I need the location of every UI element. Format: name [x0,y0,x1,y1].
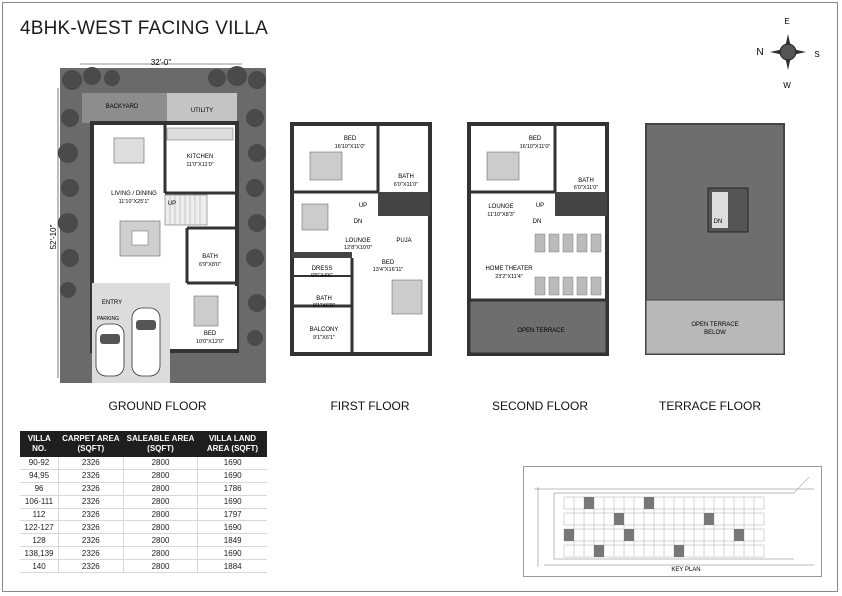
ff-bath1: BATH [398,174,414,180]
cell: 2326 [59,560,124,573]
sf-lounge-size: 11'10"X8'3" [487,212,515,218]
col-villa-no: VILLA NO. [20,431,59,457]
cell: 1797 [198,508,267,521]
cell: 2800 [123,560,198,573]
sf-lounge: LOUNGE [488,204,514,210]
cell: 90-92 [20,457,59,469]
ff-bed1: BED [343,136,357,142]
gf-bed: BED [203,331,217,337]
ff-dn: DN [353,219,363,225]
ff-bed1-size: 16'10"X11'0" [334,144,366,150]
cell: 1690 [198,547,267,560]
table-row [20,495,267,508]
cell: 1884 [198,560,267,573]
gf-backyard: BACKYARD [105,104,139,110]
ff-bath2-size: 9'1"X6'0" [313,303,335,309]
gf-bed-size: 10'0"X12'0" [195,339,225,345]
sf-dn: DN [532,219,542,225]
villa-area-table [20,431,267,573]
tf-dn: DN [713,219,723,225]
sf-theater: HOME THEATER [485,266,533,272]
table-row [20,469,267,482]
cell: 2326 [59,457,124,469]
ff-bed2: BED [381,260,395,266]
ground-depth-dim: 52'-10" [49,224,58,250]
cell: 2800 [123,534,198,547]
cell: 1690 [198,457,267,469]
cell: 2326 [59,469,124,482]
cell: 2800 [123,482,198,495]
second-floor-plan [465,120,613,360]
key-plan [523,466,822,577]
cell: 2326 [59,508,124,521]
ground-floor-plan [49,58,272,388]
sf-bed-size: 16'10"X11'0" [519,144,551,150]
first-floor-plan [288,120,436,360]
col-land-area: VILLA LAND AREA (SQFT) [198,431,267,457]
key-plan-label: KEY PLAN [671,567,701,573]
key-plan-map [524,467,821,576]
sf-theater-size: 23'2"X11'4" [495,274,523,280]
gf-kitchen: KITCHEN [186,154,214,160]
terrace-floor-plan [642,120,790,360]
cell: 106-111 [20,495,59,508]
table-row [20,560,267,573]
table-row [20,534,267,547]
cell: 2326 [59,482,124,495]
tf-below: BELOW [704,330,726,336]
table-header-row [20,431,267,457]
gf-living: LIVING / DINING [111,191,157,197]
cell: 1690 [198,521,267,534]
ff-up: UP [358,203,368,209]
terrace-floor-label: TERRACE FLOOR [658,399,761,413]
ff-balcony-size: 9'1"X6'1" [313,335,335,341]
cell: 94,95 [20,469,59,482]
sf-bath-size: 6'0"X11'0" [573,185,599,191]
page-title: 4BHK-WEST FACING VILLA [20,18,268,39]
ff-dress-size: 9'5"X4'6" [311,273,333,279]
cell: 1849 [198,534,267,547]
cell: 2800 [123,469,198,482]
ground-width-dim: 32'-0" [150,58,172,67]
cell: 1786 [198,482,267,495]
cell: 1690 [198,495,267,508]
compass-s: S [814,50,820,59]
col-carpet-area: CARPET AREA (SQFT) [59,431,124,457]
table-row [20,482,267,495]
cell: 2800 [123,457,198,469]
cell: 2800 [123,547,198,560]
gf-bath: BATH [202,254,218,260]
gf-kitchen-size: 11'0"X11'0" [186,162,214,168]
second-floor-label: SECOND FLOOR [491,399,588,413]
cell: 2326 [59,495,124,508]
sf-bath: BATH [578,178,594,184]
first-floor-label: FIRST FLOOR [330,399,410,413]
gf-entry: ENTRY [101,300,123,306]
sf-bed: BED [528,136,542,142]
ff-bed2-size: 13'4"X16'11" [372,267,404,273]
gf-utility: UTILITY [190,108,214,114]
gf-parking: PARKING [96,316,120,322]
cell: 140 [20,560,59,573]
ground-floor-label: GROUND FLOOR [108,399,207,413]
compass-icon [750,14,820,94]
gf-bath-size: 6'9"X8'0" [199,262,221,268]
sf-terrace: OPEN TERRACE [517,328,565,334]
cell: 2800 [123,521,198,534]
ff-lounge: LOUNGE [345,238,371,244]
table-row [20,521,267,534]
compass-w: W [783,81,791,90]
table-row [20,457,267,469]
cell: 2326 [59,534,124,547]
ff-lounge-size: 12'8"X10'0" [343,245,373,251]
cell: 128 [20,534,59,547]
ff-puja: PUJA [396,238,412,244]
cell: 96 [20,482,59,495]
cell: 2800 [123,495,198,508]
ff-balcony: BALCONY [309,327,339,333]
cell: 138,139 [20,547,59,560]
cell: 2326 [59,547,124,560]
ff-bath1-size: 6'0"X11'0" [393,182,419,188]
sf-up: UP [535,203,545,209]
cell: 122-127 [20,521,59,534]
cell: 2800 [123,508,198,521]
cell: 1690 [198,469,267,482]
table-row [20,508,267,521]
cell: 2326 [59,521,124,534]
ff-dress: DRESS [311,266,333,272]
cell: 112 [20,508,59,521]
col-saleable-area: SALEABLE AREA (SQFT) [123,431,198,457]
gf-up: UP [167,201,177,207]
ff-bath2: BATH [316,296,332,302]
tf-terrace: OPEN TERRACE [691,322,739,328]
gf-living-size: 11'10"X25'1" [118,199,150,205]
compass-e: E [784,17,790,26]
table-row [20,547,267,560]
compass-n: N [756,47,764,58]
